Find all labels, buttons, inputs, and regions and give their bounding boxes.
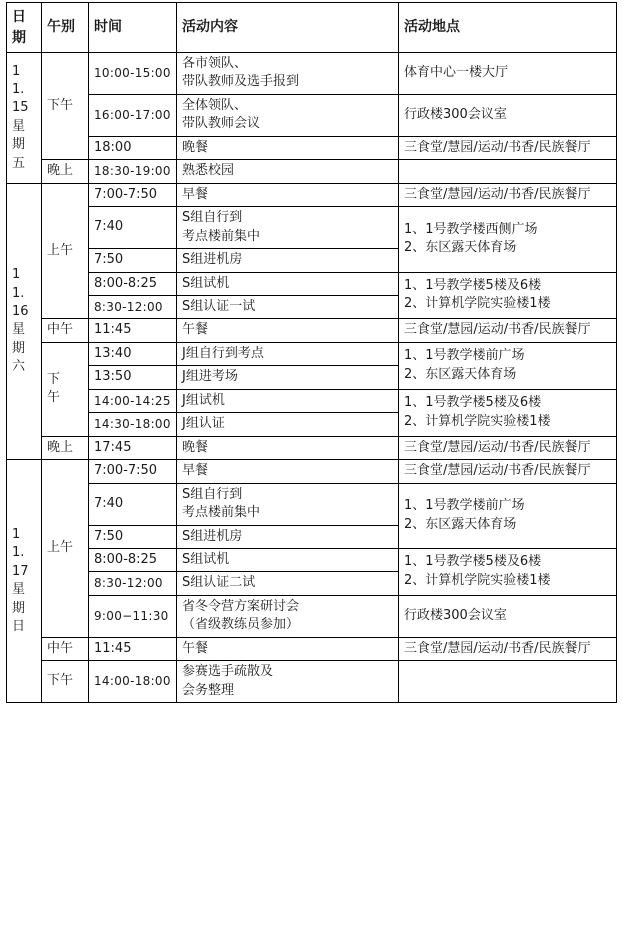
date-cell bbox=[7, 53, 42, 184]
location-line: 行政楼300会议室 bbox=[404, 608, 507, 624]
date-char: 期 bbox=[12, 340, 26, 356]
location-line: 1、1号教学楼前广场 bbox=[404, 348, 525, 364]
activity-cell bbox=[177, 53, 399, 95]
date-char: 1. bbox=[12, 285, 25, 301]
date-char: 星 bbox=[12, 118, 26, 134]
table-row bbox=[7, 183, 617, 206]
date-cell bbox=[7, 183, 42, 459]
activity-line: S组认证二试 bbox=[182, 575, 256, 591]
date-char: 星 bbox=[12, 582, 26, 598]
time-cell: 10:00-15:00 bbox=[89, 53, 177, 95]
time-cell: 11:45 bbox=[89, 637, 177, 660]
location-line: 2、计算机学院实验楼1楼 bbox=[404, 413, 551, 429]
activity-line: 参赛选手疏散及 bbox=[182, 664, 274, 680]
activity-cell bbox=[177, 136, 399, 159]
half-day-char: 上午 bbox=[47, 540, 74, 556]
column-header-activity: 活动内容 bbox=[177, 3, 399, 53]
table-row bbox=[7, 136, 617, 159]
time-cell: 8:30-12:00 bbox=[89, 572, 177, 595]
activity-line: 午餐 bbox=[182, 322, 209, 338]
time-cell: 18:30-19:00 bbox=[89, 160, 177, 183]
half-day-char: 中午 bbox=[47, 322, 74, 338]
time-cell: 14:00-14:25 bbox=[89, 389, 177, 412]
date-char: 1 bbox=[12, 63, 21, 79]
activity-cell bbox=[177, 319, 399, 342]
activity-cell bbox=[177, 207, 399, 249]
location-cell bbox=[399, 319, 617, 342]
activity-line: 早餐 bbox=[182, 463, 209, 479]
date-char: 五 bbox=[12, 155, 26, 171]
activity-cell bbox=[177, 160, 399, 183]
date-char: 1. bbox=[12, 81, 25, 97]
activity-line: 带队教师会议 bbox=[182, 116, 261, 132]
half-day-char: 晚上 bbox=[47, 163, 74, 179]
half-day-char: 上午 bbox=[47, 242, 74, 258]
half-day-cell bbox=[42, 160, 89, 183]
table-row bbox=[7, 319, 617, 342]
date-char: 1. bbox=[12, 545, 25, 561]
column-header-location: 活动地点 bbox=[399, 3, 617, 53]
location-cell bbox=[399, 94, 617, 136]
location-cell bbox=[399, 272, 617, 319]
location-line: 1、1号教学楼5楼及6楼 bbox=[404, 278, 542, 294]
table-row bbox=[7, 389, 617, 412]
activity-cell bbox=[177, 183, 399, 206]
half-day-char: 晚上 bbox=[47, 439, 74, 455]
half-day-char: 中午 bbox=[47, 640, 74, 656]
activity-cell bbox=[177, 661, 399, 703]
table-row bbox=[7, 483, 617, 525]
time-cell: 11:45 bbox=[89, 319, 177, 342]
location-cell bbox=[399, 436, 617, 459]
location-line: 三食堂/慧园/运动/书香/民族餐厅 bbox=[404, 322, 591, 338]
activity-line: 午餐 bbox=[182, 640, 209, 656]
date-char: 16 bbox=[12, 303, 29, 319]
activity-cell bbox=[177, 595, 399, 637]
location-cell bbox=[399, 595, 617, 637]
location-cell bbox=[399, 136, 617, 159]
time-cell: 13:50 bbox=[89, 366, 177, 389]
half-day-cell bbox=[42, 319, 89, 342]
table-row bbox=[7, 661, 617, 703]
schedule-table bbox=[6, 2, 617, 703]
activity-line: J组认证 bbox=[182, 416, 225, 432]
activity-line: S组自行到 bbox=[182, 210, 243, 226]
activity-cell bbox=[177, 525, 399, 548]
half-day-char: 下午 bbox=[47, 673, 74, 689]
activity-cell bbox=[177, 548, 399, 571]
activity-cell bbox=[177, 249, 399, 272]
activity-cell bbox=[177, 295, 399, 318]
half-day-cell bbox=[42, 183, 89, 319]
time-cell: 9:00−11:30 bbox=[89, 595, 177, 637]
location-line: 1、1号教学楼前广场 bbox=[404, 498, 525, 514]
activity-cell bbox=[177, 572, 399, 595]
activity-cell bbox=[177, 413, 399, 436]
date-char: 六 bbox=[12, 359, 26, 375]
header-date-line-1: 日 bbox=[12, 8, 26, 25]
half-day-cell bbox=[42, 53, 89, 160]
location-line: 1、1号教学楼西侧广场 bbox=[404, 221, 538, 237]
table-row bbox=[7, 272, 617, 295]
time-cell: 18:00 bbox=[89, 136, 177, 159]
activity-line: 熟悉校园 bbox=[182, 163, 235, 179]
activity-cell bbox=[177, 637, 399, 660]
table-row bbox=[7, 436, 617, 459]
location-line: 2、计算机学院实验楼1楼 bbox=[404, 572, 551, 588]
half-day-cell bbox=[42, 342, 89, 436]
header-date-line-2: 期 bbox=[12, 29, 26, 46]
time-cell: 7:50 bbox=[89, 525, 177, 548]
activity-line: 带队教师及选手报到 bbox=[182, 74, 300, 90]
table-row bbox=[7, 548, 617, 571]
table-row bbox=[7, 595, 617, 637]
activity-line: S组试机 bbox=[182, 551, 230, 567]
half-day-char: 下午 bbox=[47, 97, 74, 113]
column-header-time: 时间 bbox=[89, 3, 177, 53]
activity-line: 各市领队、 bbox=[182, 56, 248, 71]
location-line: 三食堂/慧园/运动/书香/民族餐厅 bbox=[404, 640, 591, 656]
date-char: 日 bbox=[12, 619, 26, 635]
activity-cell bbox=[177, 94, 399, 136]
location-line: 三食堂/慧园/运动/书香/民族餐厅 bbox=[404, 439, 591, 455]
activity-line: 省冬令营方案研讨会 bbox=[182, 598, 300, 614]
column-header-date bbox=[7, 3, 42, 53]
date-char: 1 bbox=[12, 526, 21, 542]
activity-line: 会务整理 bbox=[182, 682, 235, 698]
time-cell: 7:50 bbox=[89, 249, 177, 272]
time-cell: 8:30-12:00 bbox=[89, 295, 177, 318]
date-char: 期 bbox=[12, 600, 26, 616]
time-cell: 14:00-18:00 bbox=[89, 661, 177, 703]
date-cell bbox=[7, 460, 42, 703]
location-cell bbox=[399, 53, 617, 95]
location-line: 三食堂/慧园/运动/书香/民族餐厅 bbox=[404, 186, 591, 202]
activity-line: 晚餐 bbox=[182, 439, 209, 455]
location-line: 体育中心一楼大厅 bbox=[404, 65, 509, 81]
table-row bbox=[7, 207, 617, 249]
location-cell bbox=[399, 160, 617, 183]
date-char: 期 bbox=[12, 137, 26, 153]
activity-cell bbox=[177, 342, 399, 365]
location-line: 2、东区露天体育场 bbox=[404, 240, 517, 256]
location-cell bbox=[399, 548, 617, 595]
activity-cell bbox=[177, 272, 399, 295]
location-line: 2、计算机学院实验楼1楼 bbox=[404, 296, 551, 312]
header-row bbox=[7, 3, 617, 53]
time-cell: 8:00-8:25 bbox=[89, 548, 177, 571]
location-line: 三食堂/慧园/运动/书香/民族餐厅 bbox=[404, 463, 591, 479]
activity-line: J组进考场 bbox=[182, 369, 238, 385]
table-row bbox=[7, 342, 617, 365]
activity-line: 全体领队、 bbox=[182, 97, 248, 113]
table-row bbox=[7, 637, 617, 660]
activity-cell bbox=[177, 460, 399, 483]
activity-line: 早餐 bbox=[182, 186, 209, 202]
table-row bbox=[7, 94, 617, 136]
activity-line: 晚餐 bbox=[182, 139, 209, 155]
activity-cell bbox=[177, 366, 399, 389]
time-cell: 16:00-17:00 bbox=[89, 94, 177, 136]
date-char: 星 bbox=[12, 322, 26, 338]
table-header bbox=[7, 3, 617, 53]
half-day-char: 午 bbox=[47, 390, 61, 406]
location-line: 三食堂/慧园/运动/书香/民族餐厅 bbox=[404, 139, 591, 155]
table-row bbox=[7, 460, 617, 483]
date-char: 17 bbox=[12, 563, 29, 579]
location-cell bbox=[399, 183, 617, 206]
location-line: 1、1号教学楼5楼及6楼 bbox=[404, 395, 542, 411]
activity-cell bbox=[177, 483, 399, 525]
location-cell bbox=[399, 342, 617, 389]
half-day-cell bbox=[42, 460, 89, 638]
time-cell: 13:40 bbox=[89, 342, 177, 365]
activity-line: J组自行到考点 bbox=[182, 345, 264, 361]
location-cell bbox=[399, 483, 617, 548]
location-cell bbox=[399, 207, 617, 272]
activity-line: 考点楼前集中 bbox=[182, 505, 261, 521]
half-day-char: 下 bbox=[47, 371, 61, 387]
time-cell: 7:00-7:50 bbox=[89, 183, 177, 206]
half-day-cell bbox=[42, 661, 89, 703]
column-header-half-day: 午别 bbox=[42, 3, 89, 53]
time-cell: 8:00-8:25 bbox=[89, 272, 177, 295]
activity-cell bbox=[177, 389, 399, 412]
location-cell bbox=[399, 460, 617, 483]
half-day-cell bbox=[42, 436, 89, 459]
table-row bbox=[7, 160, 617, 183]
activity-line: S组进机房 bbox=[182, 252, 243, 268]
activity-line: S组进机房 bbox=[182, 528, 243, 544]
time-cell: 7:40 bbox=[89, 207, 177, 249]
activity-line: S组认证一试 bbox=[182, 298, 256, 314]
table-body bbox=[7, 53, 617, 703]
location-cell bbox=[399, 661, 617, 703]
time-cell: 14:30-18:00 bbox=[89, 413, 177, 436]
location-line: 2、东区露天体育场 bbox=[404, 366, 517, 382]
half-day-cell bbox=[42, 637, 89, 660]
time-cell: 7:40 bbox=[89, 483, 177, 525]
location-cell bbox=[399, 389, 617, 436]
activity-line: J组试机 bbox=[182, 392, 225, 408]
activity-line: 考点楼前集中 bbox=[182, 228, 261, 244]
date-char: 1 bbox=[12, 267, 21, 283]
activity-line: S组自行到 bbox=[182, 486, 243, 502]
date-char: 15 bbox=[12, 100, 29, 116]
location-cell bbox=[399, 637, 617, 660]
time-cell: 17:45 bbox=[89, 436, 177, 459]
time-cell: 7:00-7:50 bbox=[89, 460, 177, 483]
activity-cell bbox=[177, 436, 399, 459]
location-line: 1、1号教学楼5楼及6楼 bbox=[404, 554, 542, 570]
location-line: 行政楼300会议室 bbox=[404, 107, 507, 123]
table-row bbox=[7, 53, 617, 95]
location-line: 2、东区露天体育场 bbox=[404, 516, 517, 532]
activity-line: S组试机 bbox=[182, 275, 230, 291]
activity-line: （省级教练员参加） bbox=[182, 617, 300, 633]
